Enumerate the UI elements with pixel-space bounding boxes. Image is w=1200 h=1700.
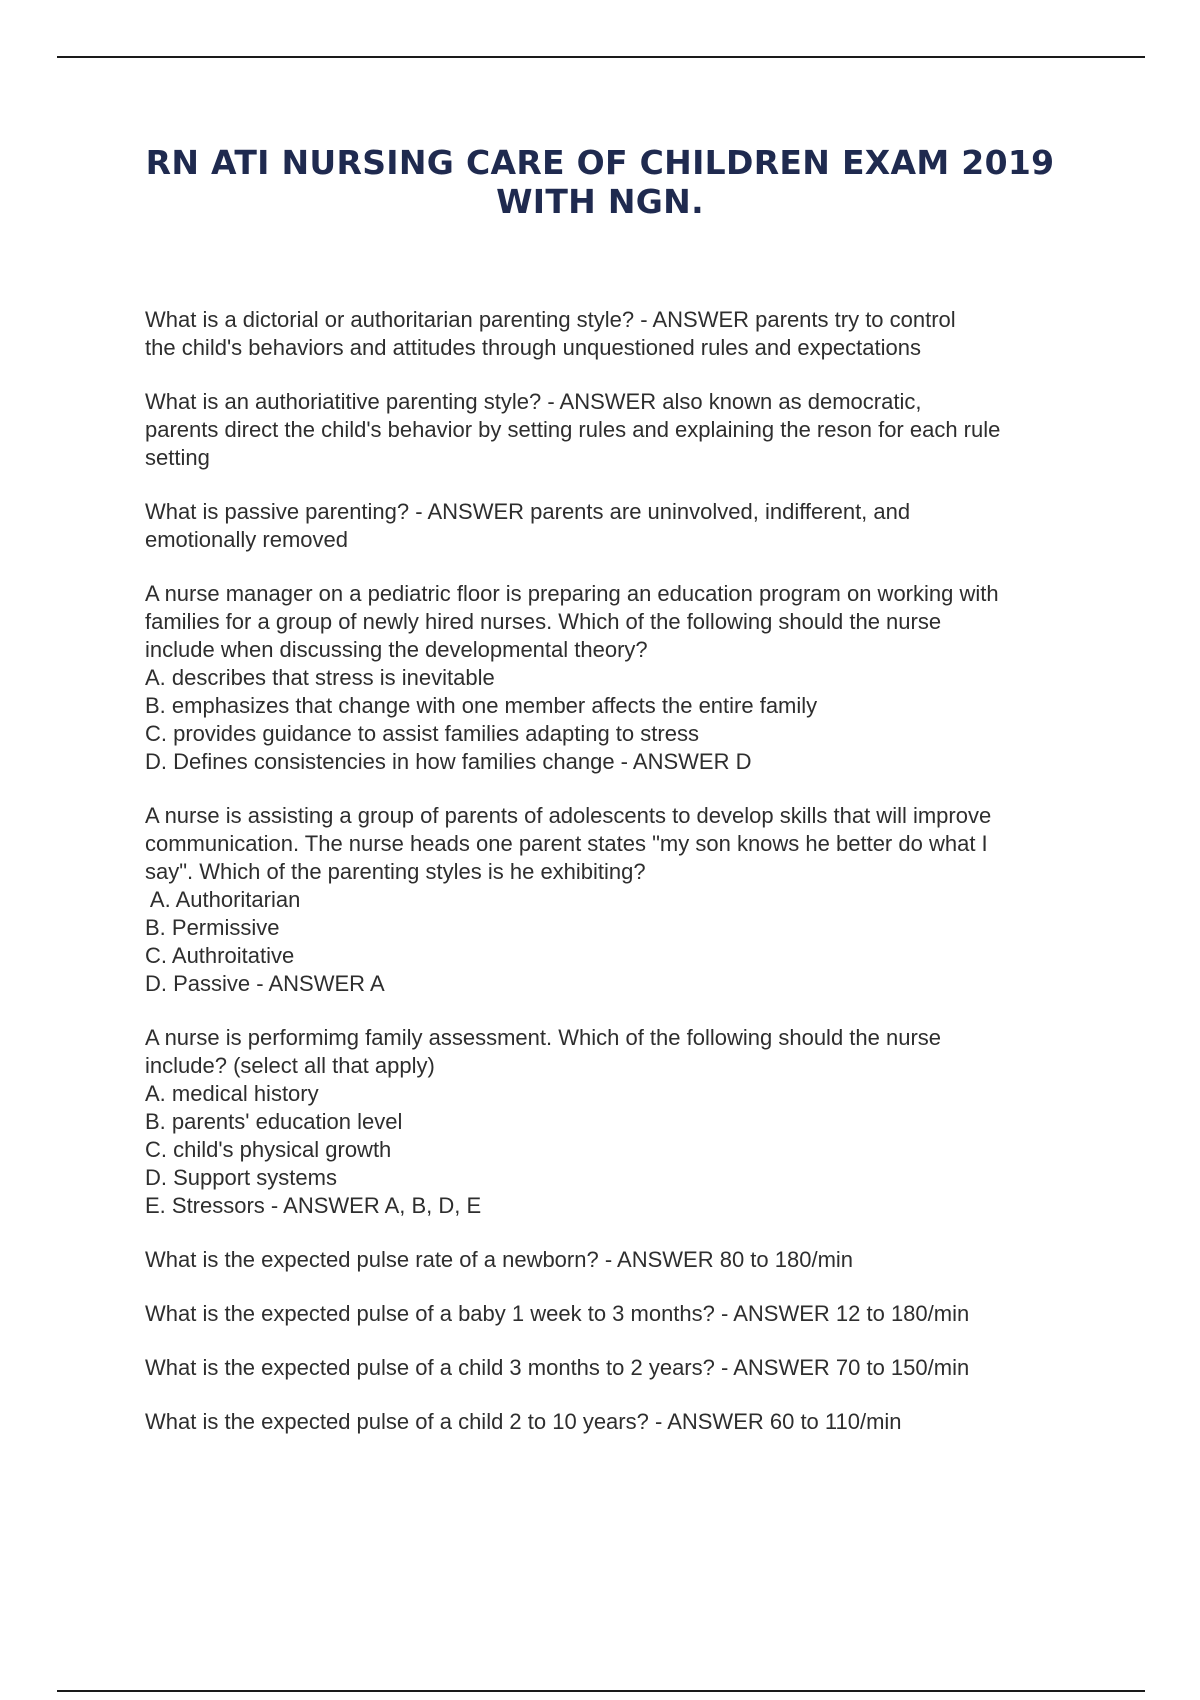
qa-item (145, 580, 1105, 776)
qa-item (145, 388, 1105, 472)
qa-item (145, 1024, 1105, 1220)
qa-item (145, 1354, 1105, 1382)
answer-option: C. provides guidance to assist families adapting to stress (145, 721, 699, 746)
bottom-rule (57, 1690, 1145, 1692)
answer-option: D. Passive - ANSWER A (145, 971, 385, 996)
qa-item (145, 802, 1105, 998)
qa-line: emotionally removed (145, 527, 348, 552)
qa-line: parents direct the child's behavior by setting rules and explaining the reson for each rule (145, 417, 1001, 442)
qa-line: include? (select all that apply) (145, 1053, 435, 1078)
answer-option: D. Defines consistencies in how families change - ANSWER D (145, 749, 752, 774)
qa-list (145, 306, 1105, 1462)
qa-line: What is an authoriatitive parenting style? - ANSWER also known as democratic, (145, 389, 922, 414)
answer-option: D. Support systems (145, 1165, 337, 1190)
qa-line: setting (145, 445, 210, 470)
qa-line: families for a group of newly hired nurses. Which of the following should the nurse (145, 609, 942, 634)
page-title-line-1: RN ATI NURSING CARE OF CHILDREN EXAM 2019 (145, 143, 1055, 182)
answer-option: C. Authroitative (145, 943, 295, 968)
qa-line: What is the expected pulse of a child 2 to 10 years? - ANSWER 60 to 110/min (145, 1409, 902, 1434)
qa-line: What is the expected pulse rate of a newborn? - ANSWER 80 to 180/min (145, 1247, 854, 1272)
qa-line: include when discussing the developmental theory? (145, 637, 648, 662)
qa-line: A nurse is performimg family assessment. Which of the following should the nurse (145, 1025, 942, 1050)
top-rule (57, 56, 1145, 58)
qa-item (145, 1246, 1105, 1274)
page-title (100, 143, 1100, 221)
qa-line: A nurse manager on a pediatric floor is preparing an education program on working with (145, 581, 999, 606)
qa-line: communication. The nurse heads one parent states "my son knows he better do what I (145, 831, 988, 856)
qa-item (145, 1300, 1105, 1328)
answer-option: E. Stressors - ANSWER A, B, D, E (145, 1193, 482, 1218)
answer-option: A. medical history (145, 1081, 319, 1106)
page-title-line-2: WITH NGN. (496, 182, 704, 221)
qa-line: What is passive parenting? - ANSWER parents are uninvolved, indifferent, and (145, 499, 911, 524)
qa-item (145, 1408, 1105, 1436)
answer-option: A. Authoritarian (145, 887, 301, 912)
answer-option: B. emphasizes that change with one member affects the entire family (145, 693, 818, 718)
answer-option: B. Permissive (145, 915, 280, 940)
qa-line: A nurse is assisting a group of parents of adolescents to develop skills that will improve (145, 803, 992, 828)
answer-option: B. parents' education level (145, 1109, 403, 1134)
qa-line: say". Which of the parenting styles is he exhibiting? (145, 859, 646, 884)
qa-line: What is the expected pulse of a baby 1 week to 3 months? - ANSWER 12 to 180/min (145, 1301, 970, 1326)
qa-item (145, 306, 1105, 362)
qa-line: the child's behaviors and attitudes through unquestioned rules and expectations (145, 335, 921, 360)
answer-option: A. describes that stress is inevitable (145, 665, 495, 690)
qa-line: What is a dictorial or authoritarian parenting style? - ANSWER parents try to control (145, 307, 956, 332)
qa-item (145, 498, 1105, 554)
qa-line: What is the expected pulse of a child 3 months to 2 years? - ANSWER 70 to 150/min (145, 1355, 970, 1380)
answer-option: C. child's physical growth (145, 1137, 392, 1162)
